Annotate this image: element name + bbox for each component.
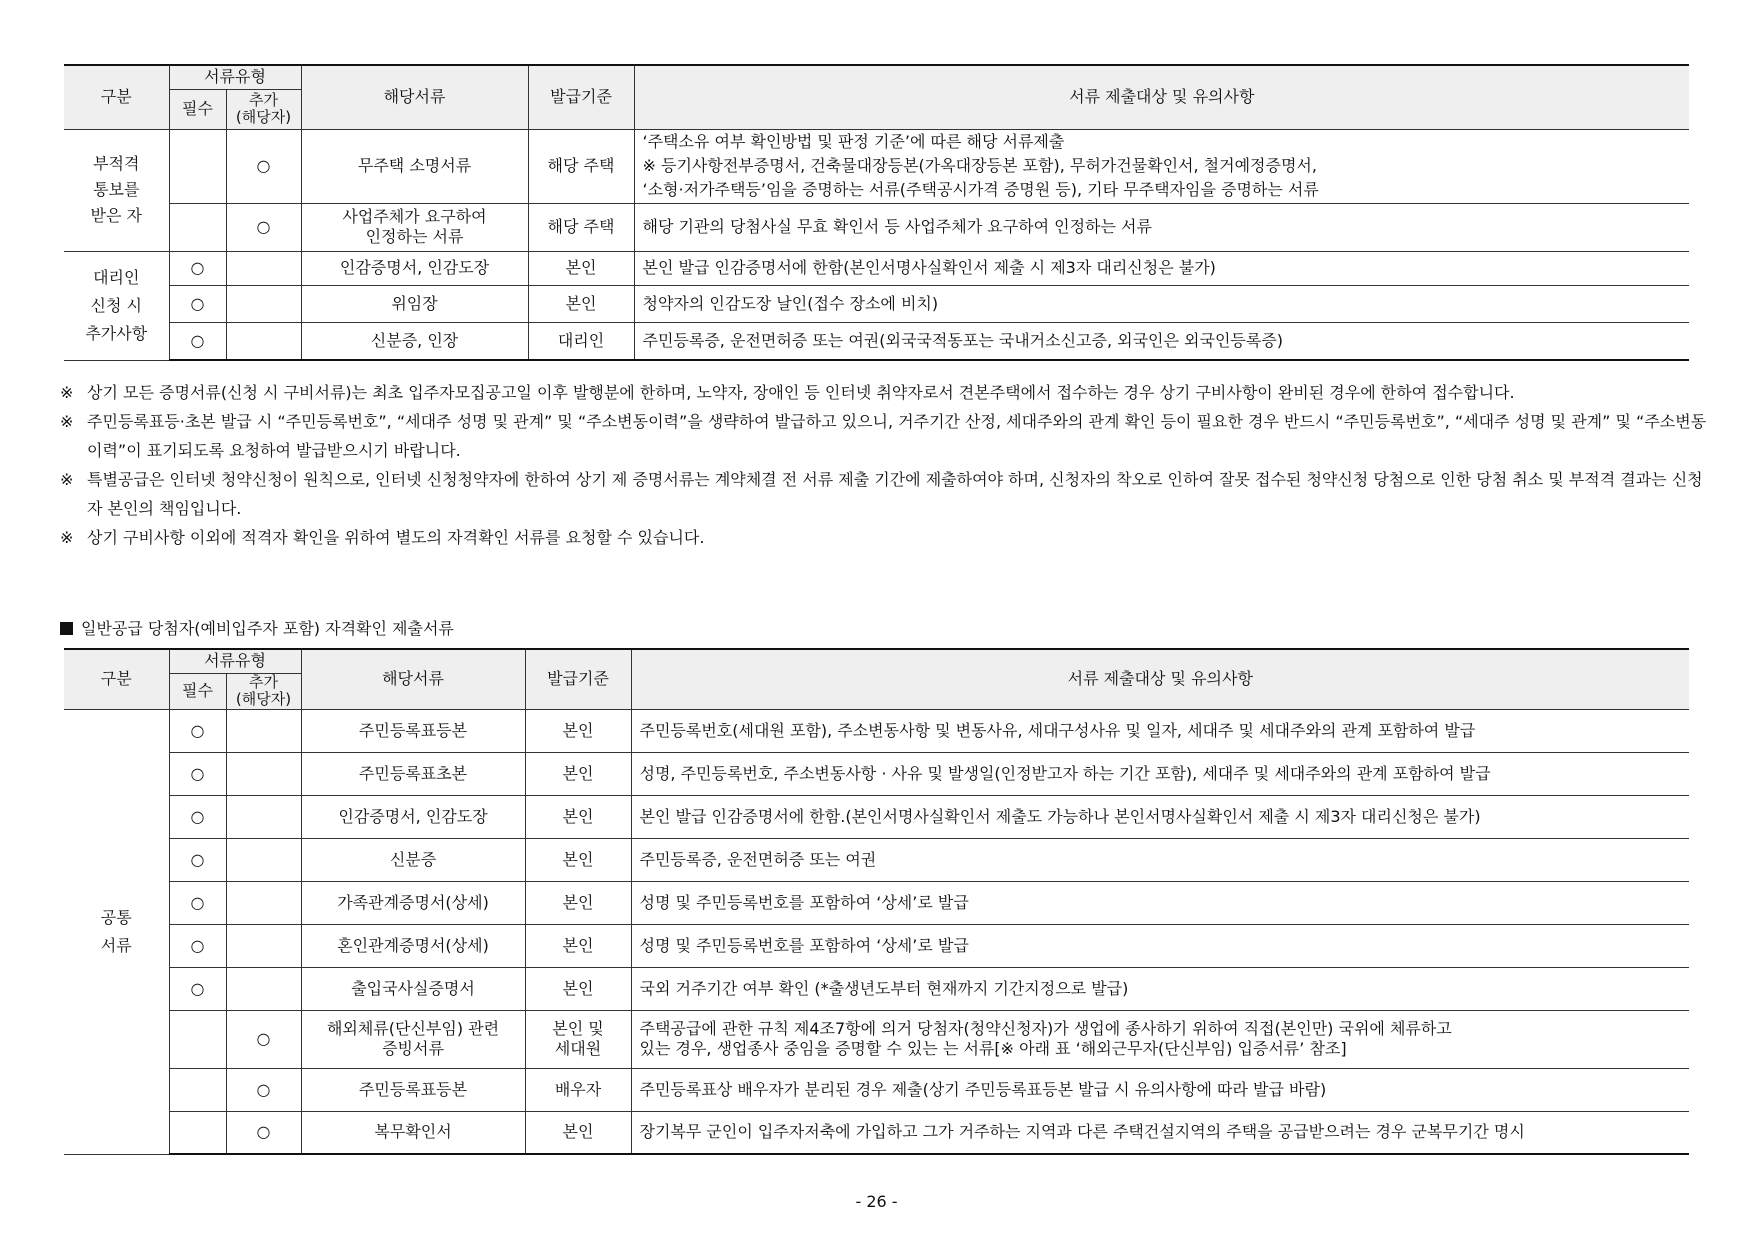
additional-cell <box>226 924 301 967</box>
basis-cell: 본인 <box>525 752 631 795</box>
note-text: 상기 모든 증명서류(신청 시 구비서류)는 최초 입주자모집공고일 이후 발행분에 한하며, 노약자, 장애인 등 인터넷 취약자로서 견본주택에서 접수하는 경우 상기 구비사항이 완비된 경우에 한하여 접수합니다. <box>87 383 1515 402</box>
header-required: 필수 <box>169 673 226 709</box>
required-cell: ○ <box>169 285 226 322</box>
note-item <box>60 378 1710 407</box>
additional-cell: ○ <box>226 1010 301 1068</box>
reference-mark: ※ <box>60 412 74 431</box>
reference-mark: ※ <box>60 470 74 489</box>
required-cell: ○ <box>169 881 226 924</box>
basis-cell: 본인 <box>525 1111 631 1154</box>
required-cell: ○ <box>169 752 226 795</box>
notes-cell: 성명, 주민등록번호, 주소변동사항 · 사유 및 발생일(인정받고자 하는 기간 포함), 세대주 및 세대주와의 관계 포함하여 발급 <box>631 752 1689 795</box>
header-gubun: 구분 <box>64 65 169 129</box>
additional-cell <box>226 881 301 924</box>
square-bullet-icon <box>60 622 73 635</box>
notes-cell: 해당 기관의 당첨사실 무효 확인서 등 사업주체가 요구하여 인정하는 서류 <box>634 203 1689 251</box>
document-cell: 신분증, 인장 <box>301 322 528 360</box>
required-cell: ○ <box>169 795 226 838</box>
additional-cell <box>226 967 301 1010</box>
notes-cell: 주민등록표상 배우자가 분리된 경우 제출(상기 주민등록표등본 발급 시 유의사항에 따라 발급 바람) <box>631 1068 1689 1111</box>
additional-cell <box>226 322 301 360</box>
required-cell <box>169 129 226 203</box>
notes-cell: 주택공급에 관한 규칙 제4조7항에 의거 당첨자(청약신청자)가 생업에 종사하기 위하여 직접(본인만) 국위에 체류하고 있는 경우, 생업종사 중임을 증명할 수 있는 는 서류[※ 아래 표 ‘해외근무자(단신부임) 입증서류’ 참조] <box>631 1010 1689 1068</box>
additional-cell: ○ <box>226 203 301 251</box>
basis-cell: 본인 및 세대원 <box>525 1010 631 1068</box>
basis-cell: 대리인 <box>528 322 634 360</box>
additional-cell: ○ <box>226 1068 301 1111</box>
basis-cell: 본인 <box>525 924 631 967</box>
document-cell: 주민등록표초본 <box>301 752 525 795</box>
additional-cell <box>226 838 301 881</box>
document-cell: 출입국사실증명서 <box>301 967 525 1010</box>
header-issue-basis: 발급기준 <box>528 65 634 129</box>
additional-cell: ○ <box>226 1111 301 1154</box>
general-supply-documents-table <box>64 648 1689 1155</box>
notes-cell: 주민등록번호(세대원 포함), 주소변동사항 및 변동사유, 세대구성사유 및 일자, 세대주 및 세대주와의 관계 포함하여 발급 <box>631 709 1689 752</box>
note-item <box>60 523 1710 552</box>
header-doc-type: 서류유형 <box>169 649 301 673</box>
section-title-text: 일반공급 당첨자(예비입주자 포함) 자격확인 제출서류 <box>81 619 454 638</box>
group-label: 대리인 신청 시 추가사항 <box>64 251 169 360</box>
basis-cell: 본인 <box>525 709 631 752</box>
header-document: 해당서류 <box>301 65 528 129</box>
basis-cell: 본인 <box>525 881 631 924</box>
basis-cell: 본인 <box>528 285 634 322</box>
additional-cell <box>226 251 301 285</box>
group-label: 공통 서류 <box>64 709 169 1154</box>
additional-cell <box>226 285 301 322</box>
reference-mark: ※ <box>60 528 74 547</box>
required-cell: ○ <box>169 838 226 881</box>
required-cell: ○ <box>169 322 226 360</box>
additional-cell <box>226 752 301 795</box>
required-cell: ○ <box>169 709 226 752</box>
document-cell: 혼인관계증명서(상세) <box>301 924 525 967</box>
header-document: 해당서류 <box>301 649 525 709</box>
document-cell: 무주택 소명서류 <box>301 129 528 203</box>
required-cell <box>169 203 226 251</box>
required-cell: ○ <box>169 967 226 1010</box>
notes-cell: 장기복무 군인이 입주자저축에 가입하고 그가 거주하는 지역과 다른 주택건설지역의 주택을 공급받으려는 경우 군복무기간 명시 <box>631 1111 1689 1154</box>
additional-cell: ○ <box>226 129 301 203</box>
basis-cell: 해당 주택 <box>528 203 634 251</box>
section-title <box>60 618 454 640</box>
document-cell: 인감증명서, 인감도장 <box>301 251 528 285</box>
document-cell: 인감증명서, 인감도장 <box>301 795 525 838</box>
header-doc-type: 서류유형 <box>169 65 301 89</box>
basis-cell: 본인 <box>528 251 634 285</box>
notes-cell: 성명 및 주민등록번호를 포함하여 ‘상세’로 발급 <box>631 881 1689 924</box>
notes-cell: 주민등록증, 운전면허증 또는 여권(외국국적동포는 국내거소신고증, 외국인은 외국인등록증) <box>634 322 1689 360</box>
note-item <box>60 465 1710 523</box>
basis-cell: 배우자 <box>525 1068 631 1111</box>
notes-cell: 본인 발급 인감증명서에 한함.(본인서명사실확인서 제출도 가능하나 본인서명사실확인서 제출 시 제3자 대리신청은 불가) <box>631 795 1689 838</box>
note-item <box>60 407 1710 465</box>
notes-cell: ‘주택소유 여부 확인방법 및 판정 기준’에 따른 해당 서류제출 ※ 등기사항전부증명서, 건축물대장등본(가옥대장등본 포함), 무허가건물확인서, 철거예정증명서, ‘소형·저가주택등’임을 증명하는 서류(주택공시가격 증명원 등), 기타 무주택자임을 증명하는 서류 <box>634 129 1689 203</box>
document-cell: 가족관계증명서(상세) <box>301 881 525 924</box>
required-cell: ○ <box>169 924 226 967</box>
document-cell: 복무확인서 <box>301 1111 525 1154</box>
basis-cell: 해당 주택 <box>528 129 634 203</box>
document-cell: 주민등록표등본 <box>301 1068 525 1111</box>
notes-cell: 국외 거주기간 여부 확인 (*출생년도부터 현재까지 기간지정으로 발급) <box>631 967 1689 1010</box>
header-required: 필수 <box>169 89 226 129</box>
required-cell <box>169 1111 226 1154</box>
document-cell: 주민등록표등본 <box>301 709 525 752</box>
group-label: 부적격 통보를 받은 자 <box>64 129 169 251</box>
document-cell: 위임장 <box>301 285 528 322</box>
required-cell <box>169 1068 226 1111</box>
document-cell: 사업주체가 요구하여 인정하는 서류 <box>301 203 528 251</box>
page-number: - 26 - <box>855 1192 898 1211</box>
required-cell <box>169 1010 226 1068</box>
note-text: 상기 구비사항 이외에 적격자 확인을 위하여 별도의 자격확인 서류를 요청할 수 있습니다. <box>87 528 705 547</box>
header-gubun: 구분 <box>64 649 169 709</box>
required-cell: ○ <box>169 251 226 285</box>
disqualified-proxy-documents-table <box>64 64 1689 361</box>
notes-cell: 본인 발급 인감증명서에 한함(본인서명사실확인서 제출 시 제3자 대리신청은 불가) <box>634 251 1689 285</box>
notes-cell: 주민등록증, 운전면허증 또는 여권 <box>631 838 1689 881</box>
notes-cell: 청약자의 인감도장 날인(접수 장소에 비치) <box>634 285 1689 322</box>
basis-cell: 본인 <box>525 795 631 838</box>
notes-list <box>60 378 1710 552</box>
document-cell: 신분증 <box>301 838 525 881</box>
basis-cell: 본인 <box>525 838 631 881</box>
header-issue-basis: 발급기준 <box>525 649 631 709</box>
basis-cell: 본인 <box>525 967 631 1010</box>
additional-cell <box>226 795 301 838</box>
reference-mark: ※ <box>60 383 74 402</box>
header-additional: 추가 (해당자) <box>226 89 301 129</box>
header-additional: 추가 (해당자) <box>226 673 301 709</box>
additional-cell <box>226 709 301 752</box>
note-text: 주민등록표등·초본 발급 시 “주민등록번호”, “세대주 성명 및 관계” 및 “주소변동이력”을 생략하여 발급하고 있으니, 거주기간 산정, 세대주와의 관계 확인 등이 필요한 경우 반드시 “주민등록번호”, “세대주 성명 및 관계” 및 “주소변동이력”이 표기되도록 요청하여 발급받으시기 바랍니다. <box>87 412 1707 460</box>
notes-cell: 성명 및 주민등록번호를 포함하여 ‘상세’로 발급 <box>631 924 1689 967</box>
note-text: 특별공급은 인터넷 청약신청이 원칙으로, 인터넷 신청청약자에 한하여 상기 제 증명서류는 계약체결 전 서류 제출 기간에 제출하여야 하며, 신청자의 착오로 인하여 잘못 접수된 청약신청 당첨으로 인한 당첨 취소 및 부적격 결과는 신청자 본인의 책임입니다. <box>87 470 1703 518</box>
header-notes: 서류 제출대상 및 유의사항 <box>634 65 1689 129</box>
document-cell: 해외체류(단신부임) 관련 증빙서류 <box>301 1010 525 1068</box>
header-notes: 서류 제출대상 및 유의사항 <box>631 649 1689 709</box>
